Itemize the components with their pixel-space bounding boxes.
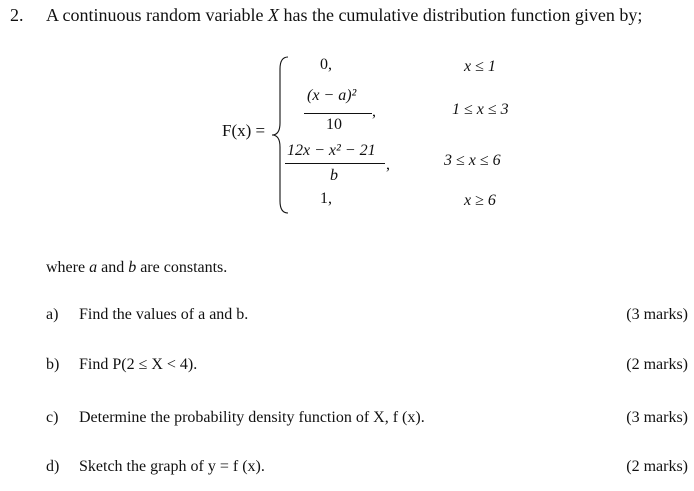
- part-a-marks: (3 marks): [626, 306, 688, 323]
- where-post: are constants.: [136, 259, 228, 276]
- part-d-marks: (2 marks): [626, 458, 688, 475]
- case-3-expr: 1,: [320, 190, 332, 207]
- part-c-letter: c): [46, 409, 59, 426]
- part-c-text: Determine the probability density function of X, f (x).: [79, 409, 425, 426]
- constants-note: [46, 259, 227, 277]
- case-1-condition: 1 ≤ x ≤ 3: [452, 101, 509, 118]
- case-2-condition: 3 ≤ x ≤ 6: [444, 152, 501, 169]
- case-0-condition: x ≤ 1: [464, 58, 496, 75]
- case-1-separator: ,: [372, 103, 376, 120]
- part-b-marks: (2 marks): [626, 356, 688, 373]
- where-pre: where: [46, 259, 90, 276]
- where-a: a: [89, 259, 98, 276]
- part-d-letter: d): [46, 458, 60, 475]
- case-1-fraction-bar: [304, 113, 372, 114]
- part-d-text: Sketch the graph of y = f (x).: [79, 458, 265, 475]
- where-mid: and: [97, 259, 129, 276]
- part-c-marks: (3 marks): [626, 409, 688, 426]
- intro-var: X: [267, 5, 279, 25]
- part-b-letter: b): [46, 356, 60, 373]
- question-number: 2.: [10, 5, 24, 25]
- where-b: b: [128, 259, 137, 276]
- part-a-letter: a): [46, 306, 59, 323]
- function-lhs: F(x) =: [222, 121, 266, 140]
- part-b-text: Find P(2 ≤ X < 4).: [79, 356, 198, 373]
- left-brace: [270, 55, 290, 215]
- case-2-denominator: b: [330, 167, 338, 184]
- intro-pre: A continuous random variable: [46, 5, 268, 25]
- case-1-numerator: (x − a)²: [307, 87, 357, 104]
- intro-post: has the cumulative distribution function given by;: [278, 5, 643, 25]
- case-2-separator: ,: [386, 156, 390, 173]
- question-intro: [46, 5, 642, 26]
- part-a-text: Find the values of a and b.: [79, 306, 249, 323]
- case-2-numerator: 12x − x² − 21: [287, 142, 376, 159]
- case-0-expr: 0,: [320, 56, 332, 73]
- case-1-denominator: 10: [326, 116, 342, 133]
- case-2-fraction-bar: [285, 163, 385, 164]
- case-3-condition: x ≥ 6: [464, 192, 496, 209]
